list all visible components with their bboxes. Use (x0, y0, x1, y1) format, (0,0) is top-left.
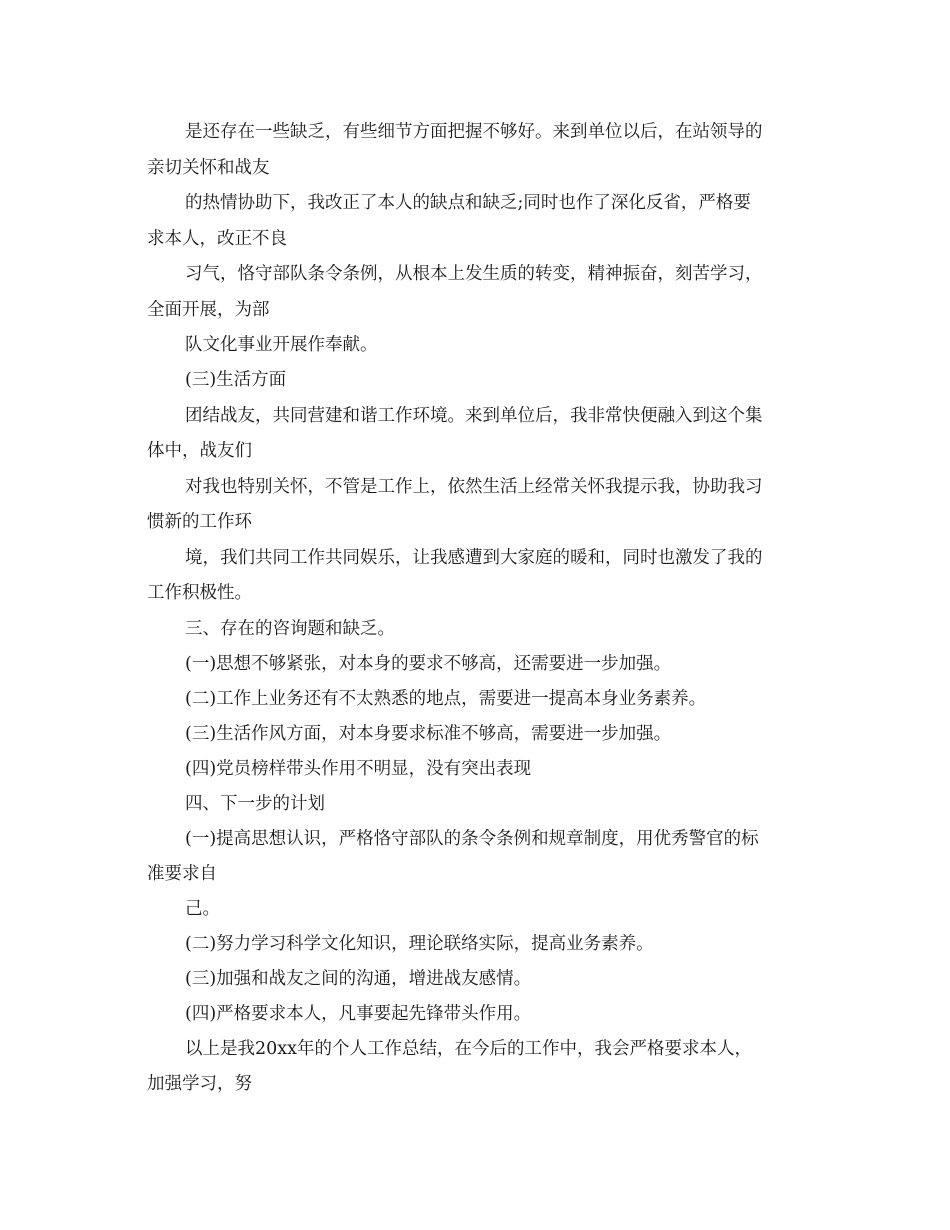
paragraph-line: 加强学习，努 (147, 1074, 252, 1094)
paragraph-line: 以上是我20xx年的个人工作总结，在今后的工作中，我会严格要求本人， (185, 1039, 753, 1059)
paragraph-line: 是还存在一些缺乏，有些细节方面把握不够好。来到单位以后，在站领导的 (185, 122, 763, 142)
paragraph-line: 团结战友，共同营建和谐工作环境。来到单位后，我非常快便融入到这个集 (185, 406, 763, 426)
list-item: (二)工作上业务还有不太熟悉的地点，需要进一提高本身业务素养。 (185, 689, 707, 709)
paragraph-line: 对我也特别关怀，不管是工作上，依然生活上经常关怀我提示我，协助我习 (185, 477, 763, 497)
paragraph-line: 惯新的工作环 (147, 512, 252, 532)
list-item: (一)提高思想认识，严格恪守部队的条令条例和规章制度，用优秀警官的标 (185, 829, 759, 849)
paragraph-line: 亲切关怀和战友 (147, 158, 270, 178)
list-item: 准要求自 (147, 864, 217, 884)
section-heading: 三、存在的咨询题和缺乏。 (185, 619, 395, 639)
section-heading: (三)生活方面 (185, 370, 287, 390)
paragraph-line: 全面开展，为部 (147, 300, 270, 320)
list-item: (二)努力学习科学文化知识，理论联络实际，提高业务素养。 (185, 934, 654, 954)
paragraph-line: 的热情协助下，我改正了本人的缺点和缺乏;同时也作了深化反省，严格要 (185, 193, 751, 213)
list-item: 己。 (185, 899, 220, 919)
paragraph-line: 队文化事业开展作奉献。 (185, 335, 378, 355)
list-item: (三)生活作风方面，对本身要求标准不够高，需要进一步加强。 (185, 724, 672, 744)
section-heading: 四、下一步的计划 (185, 794, 325, 814)
list-item: (四)严格要求本人，凡事要起先锋带头作用。 (185, 1004, 532, 1024)
list-item: (三)加强和战友之间的沟通，增进战友感情。 (185, 969, 532, 989)
paragraph-line: 体中，战友们 (147, 441, 252, 461)
paragraph-line: 境，我们共同工作共同娱乐，让我感遭到大家庭的暖和，同时也激发了我的 (185, 548, 763, 568)
paragraph-line: 求本人，改正不良 (147, 229, 287, 249)
list-item: (四)党员榜样带头作用不明显，没有突出表现 (185, 759, 532, 779)
paragraph-line: 习气，恪守部队条令条例，从根本上发生质的转变，精神振奋，刻苦学习， (185, 264, 763, 284)
paragraph-line: 工作积极性。 (147, 583, 252, 603)
list-item: (一)思想不够紧张，对本身的要求不够高，还需要进一步加强。 (185, 654, 672, 674)
